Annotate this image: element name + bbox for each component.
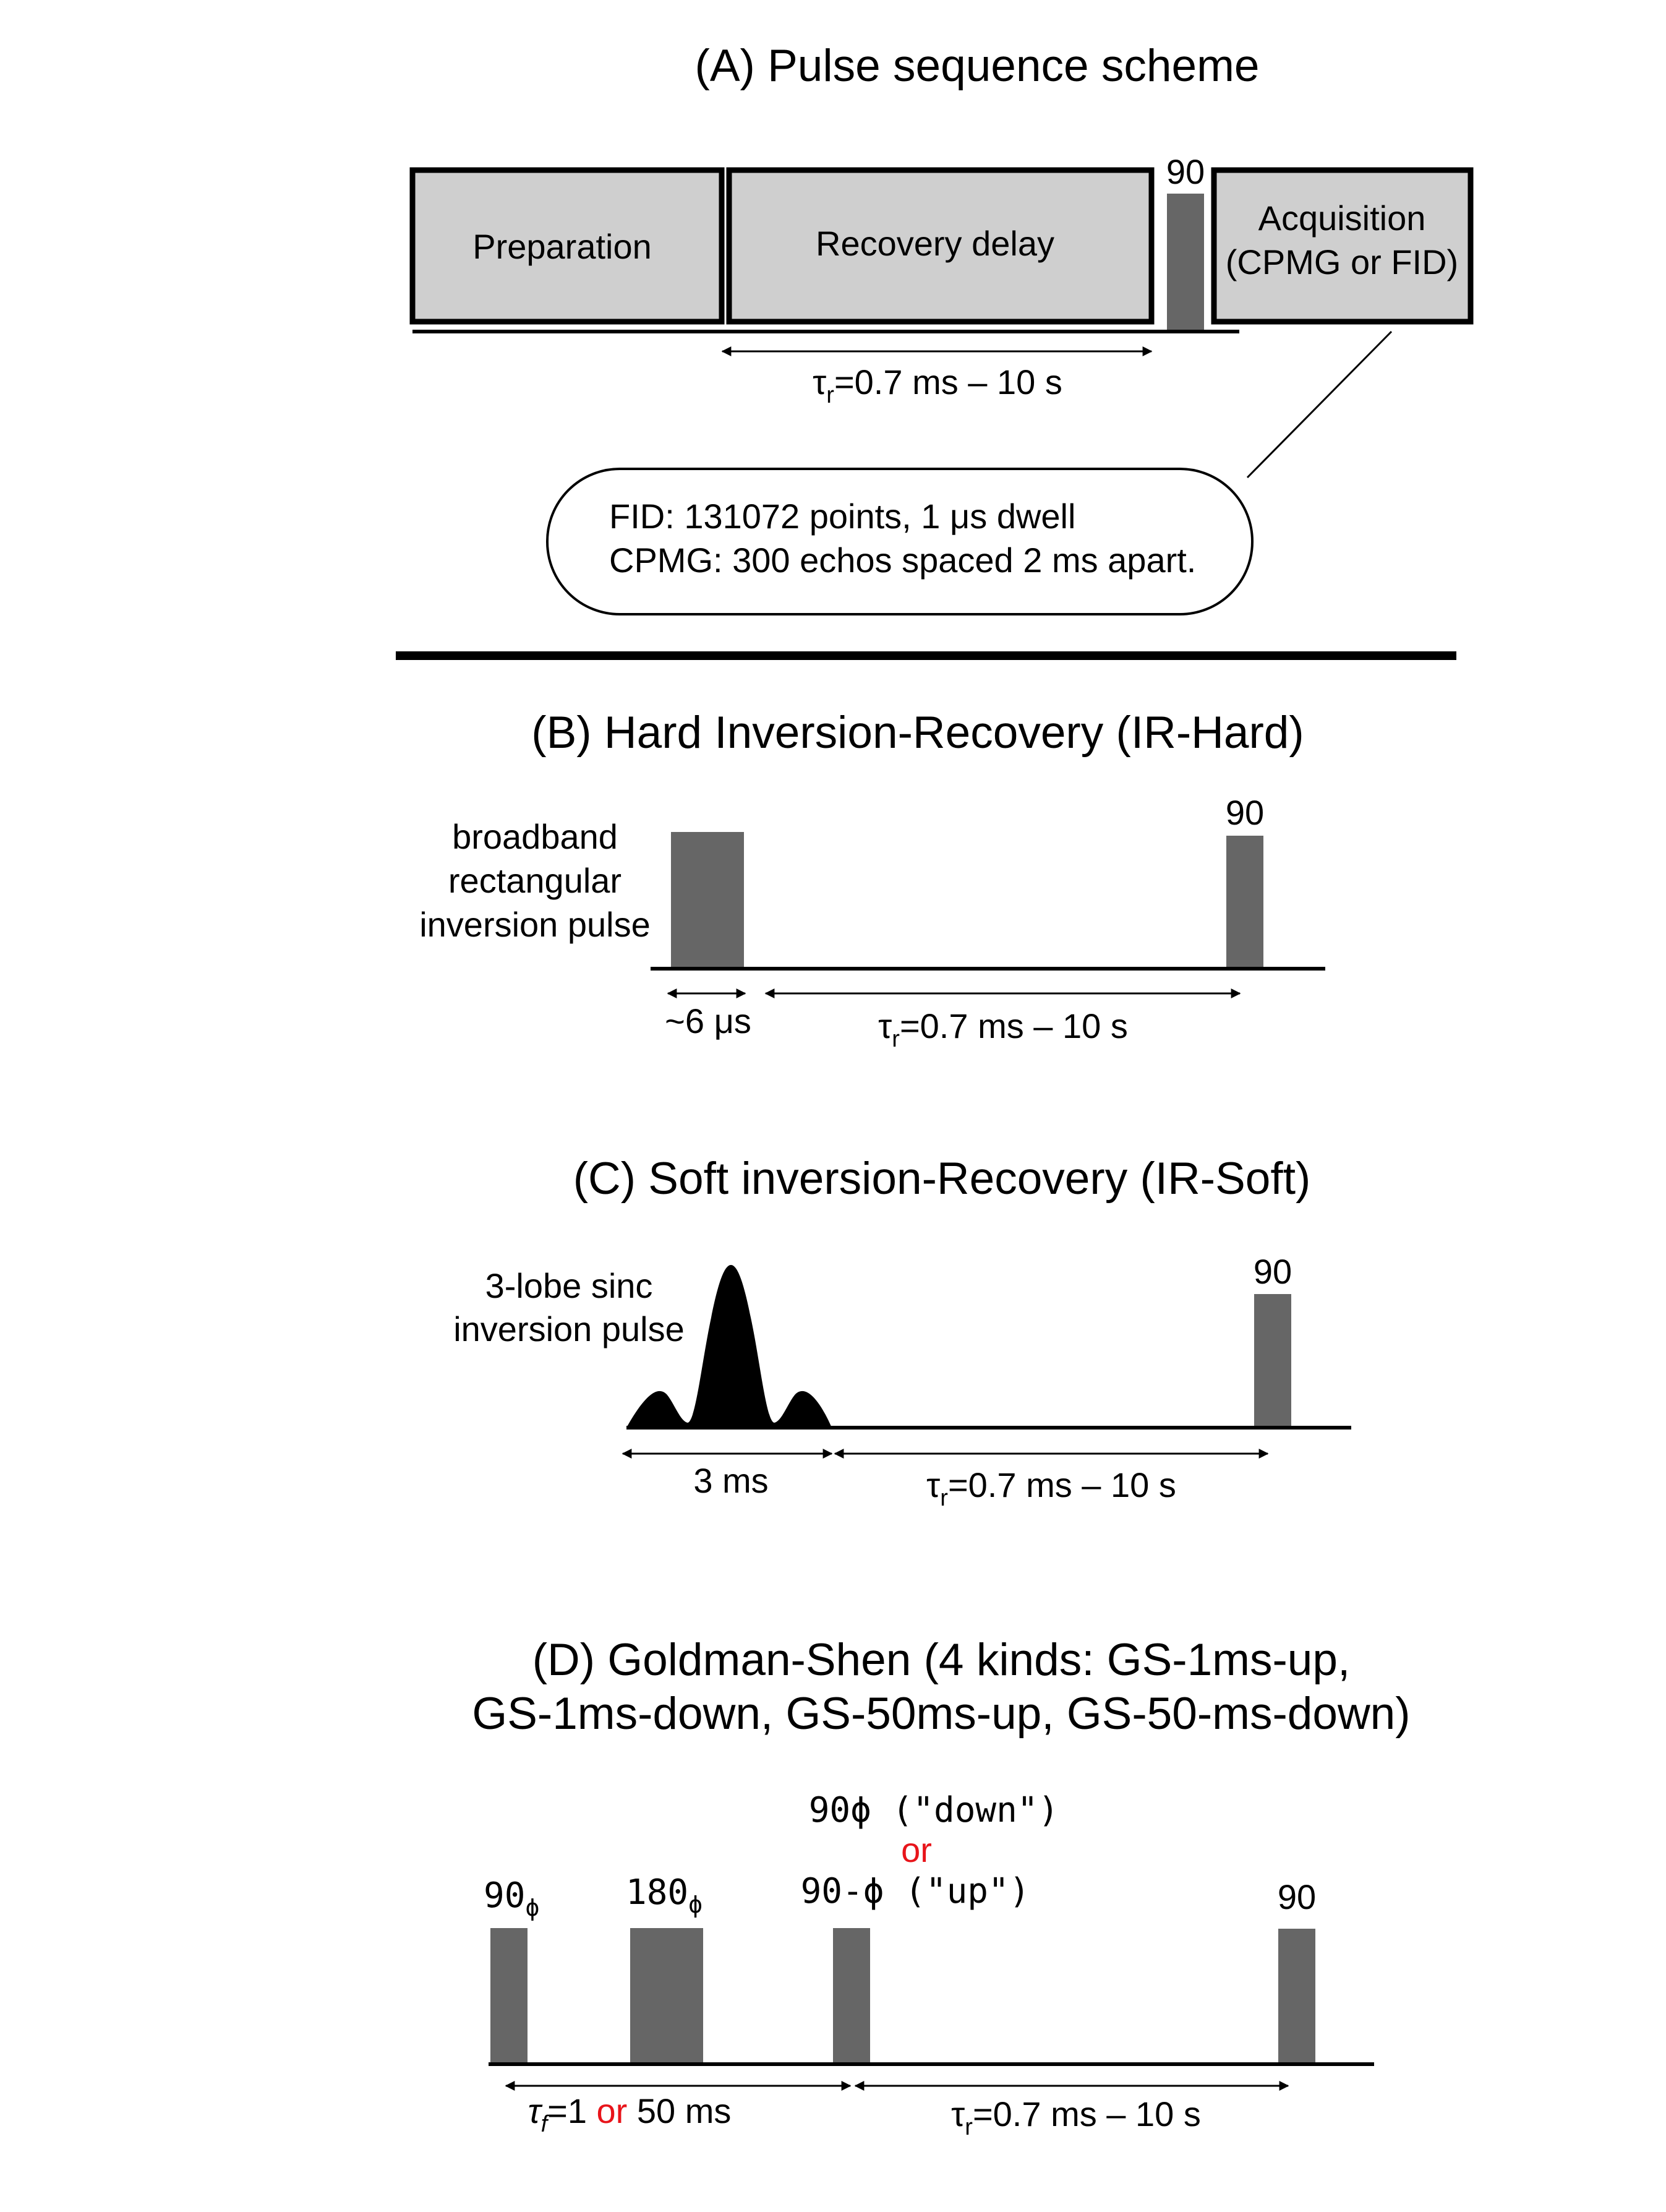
tau-r-label-a: $\tau_r=0.7$ ms – 10 s	[813, 362, 1062, 408]
readout-pulse-b-label: 90	[1225, 793, 1265, 832]
hard-pulse-label-1: broadband	[452, 817, 618, 856]
panel-a	[396, 41, 1471, 656]
gs-pulse-90-phi	[490, 1928, 528, 2064]
readout-pulse-c-label: 90	[1253, 1252, 1292, 1291]
callout-pointer	[1247, 332, 1391, 478]
panel-a-title: (A) Pulse sequence scheme	[694, 41, 1260, 91]
gs-pulse-90-down-up	[833, 1928, 870, 2064]
hard-inversion-pulse	[671, 832, 744, 968]
sinc-pulse-label-1: 3-lobe sinc	[485, 1266, 653, 1305]
tau-r-label-d: $\tau_r=0.7$ ms – 10 s	[951, 2094, 1201, 2140]
hard-pulse-label-2: rectangular	[448, 861, 622, 900]
width-label-b: ~6 μs	[665, 1001, 751, 1040]
sinc-pulse-label-2: inversion pulse	[453, 1310, 685, 1348]
pulse1-label: $90_\phi$	[484, 1875, 540, 1921]
panel-d-title-1: (D) Goldman-Shen (4 kinds: GS-1ms-up,	[532, 1635, 1351, 1685]
callout-fid-text: FID: 131072 points, 1 μs dwell	[609, 497, 1076, 536]
panel-c	[453, 1154, 1351, 1511]
tau-r-label-c: $\tau_r=0.7$ ms – 10 s	[926, 1465, 1176, 1511]
width-label-c: 3 ms	[693, 1461, 769, 1500]
readout-pulse-b	[1226, 836, 1263, 968]
pulse3-or: or	[901, 1830, 932, 1869]
acquisition-label-1: Acquisition	[1258, 199, 1426, 238]
pulse2-label: $180_\phi$	[626, 1872, 703, 1918]
panel-d	[472, 1635, 1410, 2140]
hard-pulse-label-3: inversion pulse	[419, 905, 651, 944]
tau-f-label: $\tau_f=1$ or 50 ms	[528, 2091, 732, 2137]
pulse3-option-up: 90-ϕ ("up")	[800, 1871, 1030, 1911]
panel-b	[419, 708, 1325, 1052]
panel-c-title: (C) Soft inversion-Recovery (IR-Soft)	[573, 1154, 1311, 1204]
preparation-label: Preparation	[472, 227, 652, 266]
recovery-delay-label: Recovery delay	[816, 224, 1054, 263]
pulse3-option-down: 90ϕ ("down")	[808, 1790, 1059, 1830]
acquisition-label-2: (CPMG or FID)	[1225, 242, 1459, 281]
gs-pulse-180-phi	[630, 1928, 703, 2064]
panel-b-title: (B) Hard Inversion-Recovery (IR-Hard)	[531, 708, 1304, 758]
readout-pulse-d-label: 90	[1277, 1877, 1317, 1916]
readout-pulse-d	[1278, 1929, 1315, 2064]
callout-cpmg-text: CPMG: 300 echos spaced 2 ms apart.	[609, 541, 1197, 580]
panel-d-title-2: GS-1ms-down, GS-50ms-up, GS-50-ms-down)	[472, 1689, 1411, 1739]
tau-r-label-b: $\tau_r=0.7$ ms – 10 s	[878, 1006, 1128, 1052]
readout-pulse-a	[1167, 194, 1204, 330]
readout-pulse-a-label: 90	[1166, 152, 1205, 191]
readout-pulse-c	[1254, 1294, 1291, 1428]
